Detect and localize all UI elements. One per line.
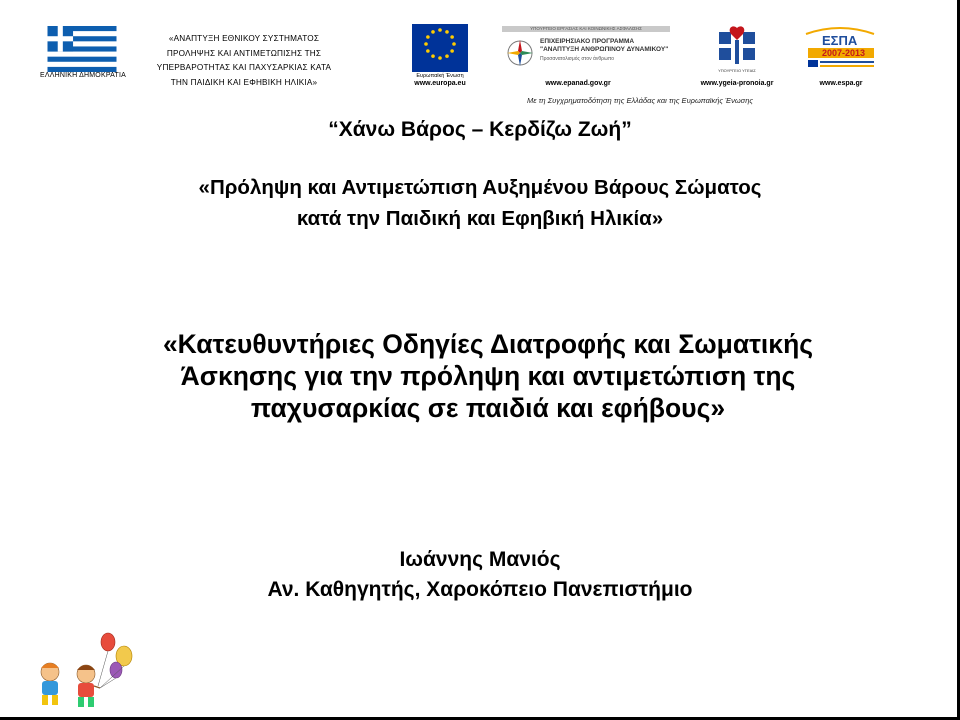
eu-star-icon — [445, 30, 449, 34]
eu-star-icon — [450, 49, 454, 53]
health-caption: ΥΠΟΥΡΓΕΙΟ ΥΓΕΙΑΣ — [718, 68, 756, 73]
eu-star-icon — [426, 49, 430, 53]
author-name: Ιωάννης Μανιός — [399, 548, 561, 571]
eu-star-icon — [445, 54, 449, 58]
program-line: «ΑΝΑΠΤΥΞΗ ΕΘΝΙΚΟΥ ΣΥΣΤΗΜΑΤΟΣ — [168, 34, 320, 43]
subtitle-line: κατά την Παιδική και Εφηβική Ηλικία» — [296, 207, 664, 230]
slogan-title: “Χάνω Βάρος – Κερδίζω Ζωή” — [328, 118, 632, 141]
epan-url: www.epanad.gov.gr — [545, 80, 611, 87]
eu-url: www.europa.eu — [414, 80, 466, 87]
eu-star-icon — [450, 35, 454, 39]
program-title — [146, 32, 342, 90]
espa-label: ΕΣΠΑ — [822, 33, 858, 48]
title-line: παχυσαρκίας σε παιδιά και εφήβους» — [250, 393, 726, 423]
program-line: ΠΡΟΛΗΨΗΣ ΚΑΙ ΑΝΤΙΜΕΤΩΠΙΣΗΣ ΤΗΣ — [166, 48, 322, 58]
eu-star-icon — [438, 28, 442, 32]
epan-title — [540, 38, 670, 53]
espa-logo — [800, 24, 880, 72]
health-url: www.ygeia-pronoia.gr — [700, 80, 774, 87]
subtitle-line: «Πρόληψη και Αντιμετώπιση Αυξημένου Βάρους Σώματος — [198, 176, 762, 199]
eu-star-icon — [431, 30, 435, 34]
epan-title-line: ΕΠΙΧΕΙΡΗΣΙΑΚΟ ΠΡΟΓΡΑΜΜΑ — [540, 38, 635, 45]
cofunding-note: Με τη Συγχρηματοδότηση της Ελλάδας και της Ευρωπαϊκής Ένωσης — [526, 96, 754, 105]
eu-star-icon — [452, 42, 456, 46]
health-ministry-icon — [717, 24, 757, 68]
eu-star-icon — [426, 35, 430, 39]
eu-star-icon — [424, 42, 428, 46]
title-line: «Κατευθυντήριες Οδηγίες Διατροφής και Σωματικής — [162, 329, 814, 359]
program-line: ΥΠΕΡΒΑΡΟΤΗΤΑΣ ΚΑΙ ΠΑΧΥΣΑΡΚΙΑΣ ΚΑΤΑ — [156, 63, 332, 72]
program-line: ΤΗΝ ΠΑΙΔΙΚΗ ΚΑΙ ΕΦΗΒΙΚΗ ΗΛΙΚΙΑ» — [170, 77, 318, 87]
compass-icon — [505, 38, 535, 68]
eu-caption: Ευρωπαϊκή Ένωση — [416, 73, 464, 79]
eu-flag-icon — [412, 24, 468, 72]
eu-star-icon — [438, 56, 442, 60]
kids-balloons-illustration — [30, 630, 140, 712]
title-line: Άσκησης για την πρόληψη και αντιμετώπιση της — [180, 361, 796, 391]
eu-star-icon — [431, 54, 435, 58]
author-block — [0, 545, 960, 605]
program-subtitle — [0, 172, 960, 234]
greek-flag-icon — [38, 26, 126, 72]
epan-title-line: "ΑΝΑΠΤΥΞΗ ΑΝΘΡΩΠΙΝΟΥ ΔΥΝΑΜΙΚΟΥ" — [540, 45, 669, 53]
author-title: Αν. Καθηγητής, Χαροκόπειο Πανεπιστήμιο — [267, 578, 693, 601]
epan-subtitle: Προσανατολισμός στον άνθρωπο — [540, 56, 615, 62]
espa-url: www.espa.gr — [819, 80, 863, 87]
presentation-title — [88, 328, 888, 424]
epan-ministry-bar: ΥΠΟΥΡΓΕΙΟ ΕΡΓΑΣΙΑΣ ΚΑΙ ΚΟΙΝΩΝΙΚΗΣ ΑΣΦΑΛΙΣΗΣ — [502, 26, 670, 32]
espa-years: 2007-2013 — [822, 48, 866, 58]
flag-caption: ΕΛΛΗΝΙΚΗ ΔΗΜΟΚΡΑΤΙΑ — [39, 72, 127, 79]
